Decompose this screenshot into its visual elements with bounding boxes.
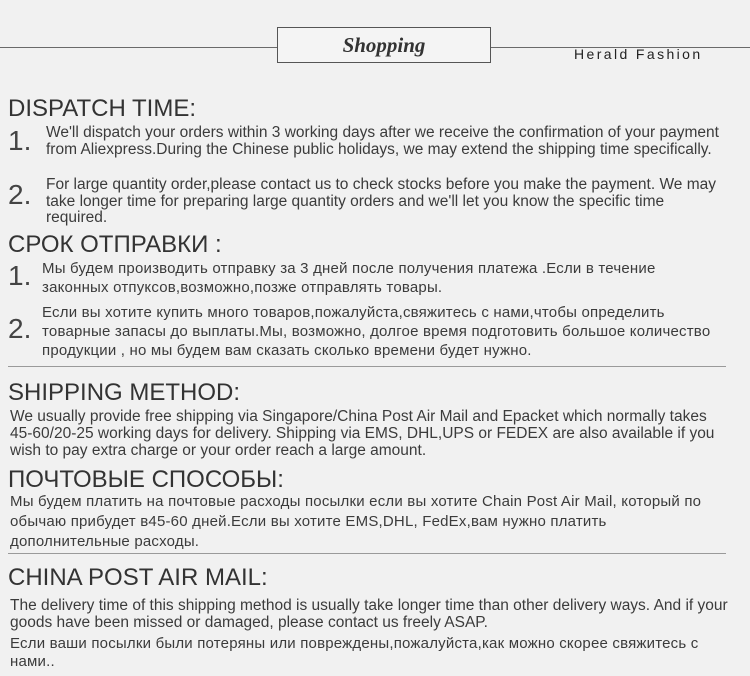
china-post-heading: CHINA POST AIR MAIL: xyxy=(8,564,268,591)
dispatch-ru-item-2-text: Если вы хотите купить много товаров,пожалуйста,свяжитесь с нами,чтобы определить товарные запасы до выплаты.Мы, возможно, долгое время подготовить большое количество продукции , но мы будем вам сказать сколько времени будет нужно. xyxy=(42,304,711,359)
dispatch-item-2-text: For large quantity order,please contact us to check stocks before you make the payment. We may take longer time for preparing large quantity orders and we'll let you know the specific time required. xyxy=(46,176,716,226)
shipping-heading: SHIPPING METHOD: xyxy=(8,379,241,406)
china-post-ru-text: Если ваши посылки были потеряны или повреждены,пожалуйста,как можно скорее свяжитесь с нами.. xyxy=(10,635,699,670)
china-post-text: The delivery time of this shipping method is usually take longer time than other delivery ways. And if your goods have been missed or damaged, please contact us freely ASAP. xyxy=(10,597,728,631)
dispatch-item-1-text: We'll dispatch your orders within 3 working days after we receive the confirmation of your payment from Aliexpress.During the Chinese public holidays, we may extend the shipping time specifically. xyxy=(46,124,719,158)
dispatch-item-1-number: 1. xyxy=(8,125,32,156)
section-divider xyxy=(8,553,726,554)
header-title: Shopping xyxy=(342,32,426,57)
shipping-ru-heading: ПОЧТОВЫЕ СПОСОБЫ: xyxy=(8,466,284,493)
dispatch-heading: DISPATCH TIME: xyxy=(8,95,197,122)
shipping-ru-text: Мы будем платить на почтовые расходы посылки если вы хотите Chain Post Air Mail, который по обычаю прибудет в45-60 дней.Если вы хотите EMS,DHL, FedEx,вам нужно платить дополнительные расходы. xyxy=(10,493,702,550)
dispatch-item-2-number: 2. xyxy=(8,179,32,210)
dispatch-ru-heading: СРОК ОТПРАВКИ : xyxy=(8,231,222,258)
header-title-box xyxy=(277,27,491,63)
dispatch-ru-item-2-number: 2. xyxy=(8,313,32,344)
shipping-text: We usually provide free shipping via Singapore/China Post Air Mail and Epacket which normally takes 45-60/20-25 working days for delivery. Shipping via EMS, DHL,UPS or FEDEX are also available if you wish to pay extra charge or your order reach a large amount. xyxy=(10,408,715,459)
dispatch-ru-item-1-text: Мы будем производить отправку за 3 дней после получения платежа .Если в течение законных отпуксов,возможно,позже отправлять товары. xyxy=(42,260,656,296)
section-divider xyxy=(8,366,726,367)
dispatch-ru-item-1-number: 1. xyxy=(8,260,32,291)
brand-name: Herald Fashion xyxy=(574,46,703,62)
